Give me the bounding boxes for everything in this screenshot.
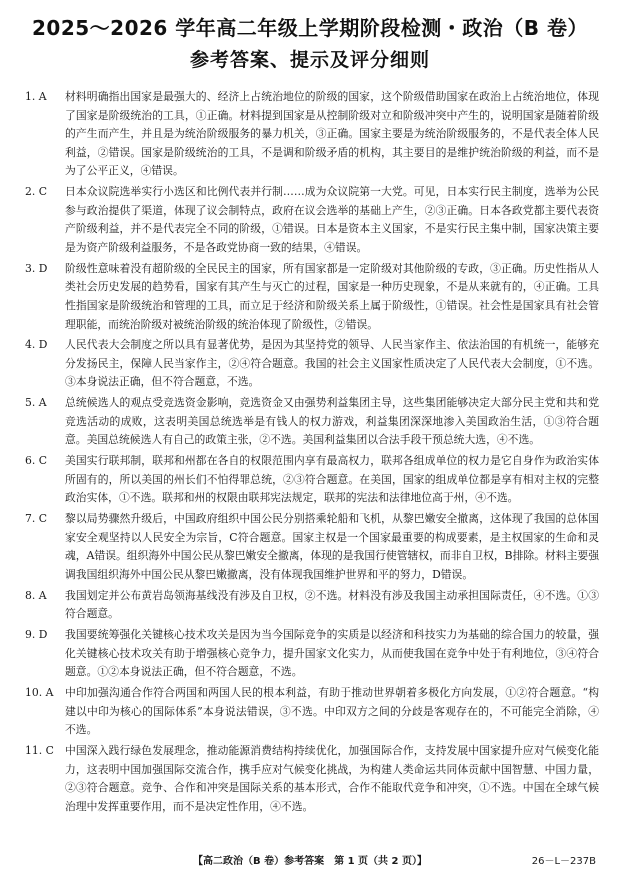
answer-number: 8. A [25,588,47,602]
answer-list [25,88,599,819]
answer-item-8 [25,587,599,624]
answer-explanation: 美国实行联邦制，联邦和州都在各自的权限范围内享有最高权力，联邦各组成单位的权力是它自身作为政治实体所固有的，所以美国的州长们不怕得罪总统，②③符合题意。在美国，国家的组成单位都是享有相对主权的完整政治实体，①不选。联邦和州的权限由联邦宪法规定，联邦的宪法和法律地位高于州，④不选。 [65,454,599,505]
page-title: 2025～2026 学年高二年级上学期阶段检测・政治（B 卷） [32,16,588,40]
answer-item-11 [25,742,599,816]
answer-number: 6. C [25,454,47,468]
answer-number: 5. A [25,396,47,410]
answer-number: 1. A [25,90,47,103]
answer-number: 2. C [25,185,47,199]
answer-item-9 [25,626,599,682]
answer-explanation: 人民代表大会制度之所以具有显著优势，是因为其坚持党的领导、人民当家作主、依法治国的有机统一，能够充分发扬民主，保障人民当家作主，②④符合题意。我国的社会主义国家性质决定了人民代表大会制度，①不选。③本身说法正确，但不符合题意，不选。 [65,338,599,389]
answer-item-2 [25,183,599,257]
answer-item-6 [25,452,599,508]
answer-item-7 [25,510,599,584]
answer-item-3 [25,260,599,334]
answer-explanation: 我国要统筹强化关键核心技术攻关是因为当今国际竞争的实质是以经济和科技实力为基础的综合国力的较量，强化关键核心技术攻关有助于增强核心竞争力，提升国家文化实力，从而使我国在竞争中处于有利地位，③④符合题意。①②本身说法正确，但不符合题意，不选。 [65,628,599,679]
answer-explanation: 中印加强沟通合作符合两国和两国人民的根本利益，有助于推动世界朝着多极化方向发展，①②符合题意。“构建以中印为核心的国际体系”本身说法错误，③不选。中印双方之间的分歧是客观存在的，不可能完全消除，④不选。 [65,686,599,737]
answer-explanation: 日本众议院选举实行小选区和比例代表并行制……成为众议院第一大党。可见，日本实行民主制度，选举为公民参与政治提供了渠道，体现了议会制特点，政府在议会选举的基础上产生，②③正确。日本各政党都主要代表资产阶级利益，并不是代表完全不同的阶级，①错误。日本是资本主义国家，不是实行民主集中制，国家决策主要是为资产阶级利益服务，不是各政党协商一致的结果，④错误。 [65,185,599,254]
page-footer [0,852,620,868]
answer-explanation: 阶级性意味着没有超阶级的全民民主的国家，所有国家都是一定阶级对其他阶级的专政，③正确。历史性指从人类社会历史发展的趋势看，国家有其产生与灭亡的过程，国家是一种历史现象，不是从来就有的，④正确。工具性指国家是阶级统治和管理的工具，而立足于经济和阶级关系上属于阶级性，①错误。社会性是国家具有社会管理职能，而统治阶级对被统治阶级的统治体现了阶级性，②错误。 [65,261,599,331]
answer-explanation: 中国深入践行绿色发展理念，推动能源消费结构持续优化，加强国际合作，支持发展中国家提升应对气候变化能力，这表明中国加强国际交流合作，携手应对气候变化挑战，为构建人类命运共同体贡献中国智慧、中国力量，②③符合题意。竞争、合作和冲突是国际关系的基本形式，合作不能取代竞争和冲突，①不选。中国在全球气候治理中发挥重要作用，而不是决定性作用，④不选。 [65,744,599,813]
answer-item-4 [25,336,599,392]
answer-item-10 [25,684,599,740]
answer-explanation: 我国划定并公布黄岩岛领海基线没有涉及自卫权，②不选。材料没有涉及我国主动承担国际责任，④不选。①③符合题意。 [65,588,599,621]
answer-item-1 [25,88,599,181]
answer-number: 7. C [25,512,47,526]
footer-page-info: 【高二政治（B 卷）参考答案 第 1 页（共 2 页）】 [193,856,427,867]
answer-item-5 [25,394,599,450]
answer-number: 10. A [25,686,54,700]
page-subtitle: 参考答案、提示及评分细则 [189,49,430,71]
answer-number: 4. D [25,338,48,352]
answer-explanation: 黎以局势骤然升级后，中国政府组织中国公民分别搭乘轮船和飞机，从黎巴嫩安全撤离，这体现了我国的总体国家安全观坚持以人民安全为宗旨，C符合题意。国家主权是一个国家最重要的构成要素，是主权国家的生命和灵魂，A错误。组织海外中国公民从黎巴嫩安全撤离，体现的是我国行使管辖权，而非自卫权，B排除。材料主要强调我国组织海外中国公民从黎巴嫩撤离，没有体现我国维护世界和平的努力，D错误。 [65,512,599,581]
answer-number: 3. D [25,261,48,275]
answer-explanation: 总统候选人的观点受竞选资金影响，竞选资金又由强势利益集团主导，这些集团能够决定大部分民主党和共和党竞选活动的成败，这表明美国总统选举是有钱人的权力游戏，利益集团深深地渗入美国政治生活，①③符合题意。美国总统候选人有自己的政策主张，②不选。美国利益集团以合法手段干预总统大选，④不选。 [65,396,599,447]
answer-number: 11. C [25,744,54,758]
answer-explanation: 材料明确指出国家是最强大的、经济上占统治地位的阶级的国家，这个阶级借助国家在政治上占统治地位，体现了国家是阶级统治的工具，①正确。材料提到国家是从控制阶级对立和阶级冲突中产生的，说明国家是随着阶级的产生而产生，并且是为统治阶级服务的暴力机关，③正确。国家主要是为统治阶级服务的，不是代表全体人民利益，②错误。国家是阶级统治的工具，不是调和阶级矛盾的机构，其主要目的是维护统治阶级的利益，而不是为了公平正义，④错误。 [65,90,599,178]
footer-code: 26－L－237B [531,856,596,867]
answer-number: 9. D [25,628,48,642]
